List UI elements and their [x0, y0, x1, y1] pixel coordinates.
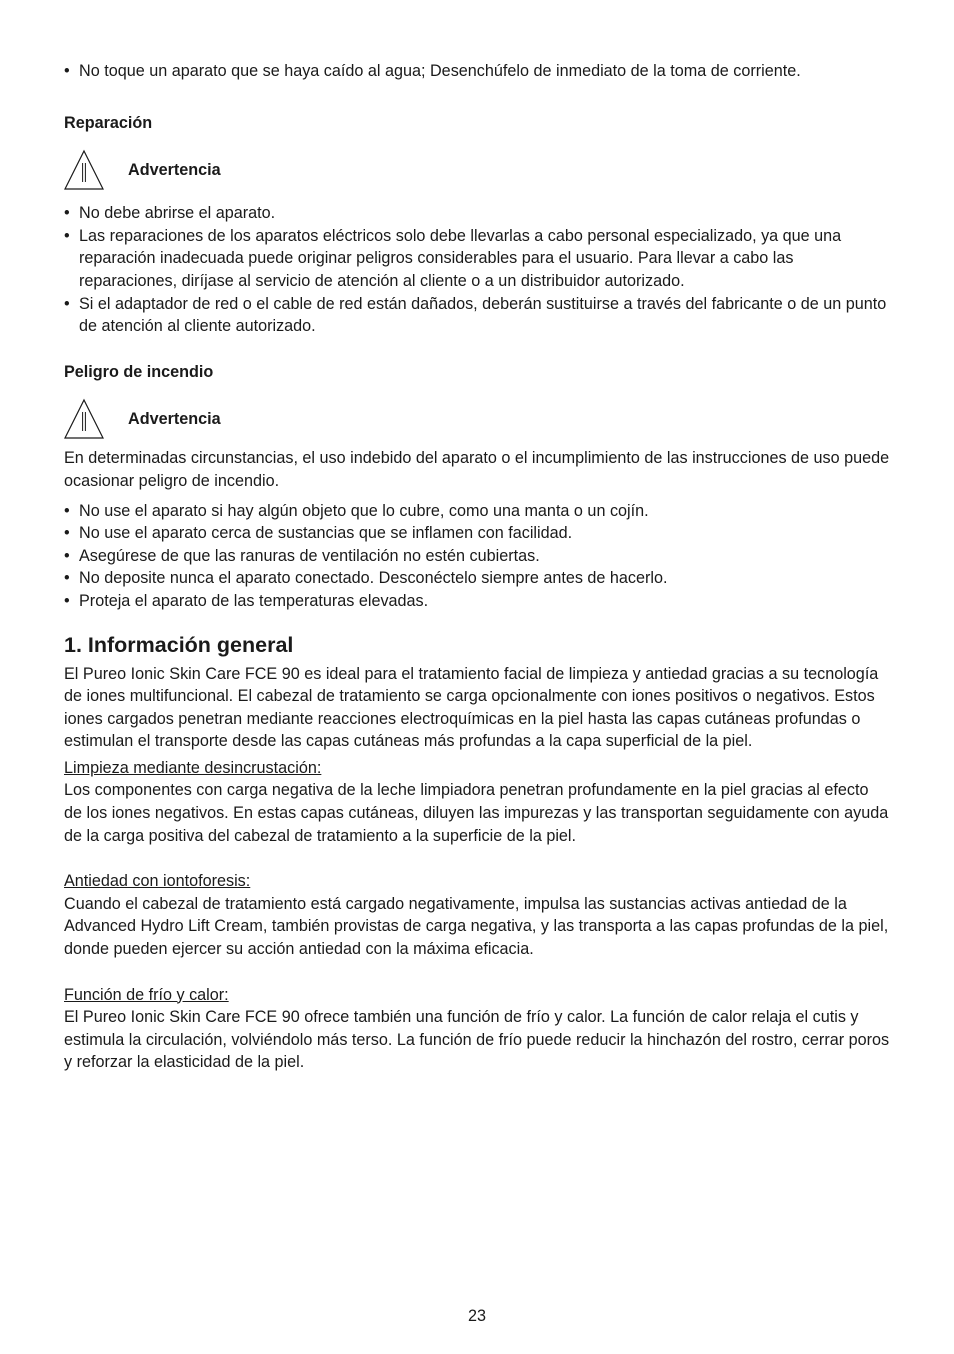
list-item: • Las reparaciones de los aparatos eléctricos solo debe llevarlas a cabo personal especializado, ya que una reparación inadecuada puede originar peligros considerables para el usuario. Para llevar a cabo las reparaciones, diríjase al servicio de atención al cliente o a un distribuidor autorizado.: [64, 225, 890, 293]
subsection-text-cleansing: Los componentes con carga negativa de la leche limpiadora penetran profundamente en la piel gracias al efecto de los iones negativos. En estas capas cutáneas, diluyen las impurezas y las transportan seguidamente con ayuda de la carga positiva del cabezal de tratamiento a la superficie de la piel.: [64, 781, 889, 845]
general-intro: El Pureo Ionic Skin Care FCE 90 es ideal para el tratamiento facial de limpieza y antiedad gracias a su tecnología de iones multifuncional. El cabezal de tratamiento se carga opcionalmente con iones positivos o negativos. Estos iones cargados penetran mediante reacciones electroquímicas en la piel hasta las capas cutáneas profundas o estimulan el transporte desde las capas cutáneas más profundas a la capa superficial de la piel.: [64, 664, 879, 751]
subsection-title-antiaging: Antiedad con iontoforesis:: [64, 872, 251, 891]
subsection-text-hot-cold: El Pureo Ionic Skin Care FCE 90 ofrece también una función de frío y calor. La función de calor relaja el cutis y estimula la circulación, volviéndolo más terso. La función de frío puede reducir la hinchazón del rostro, cerrar poros y reforzar la elasticidad de la piel.: [64, 1008, 890, 1072]
list-item: • Proteja el aparato de las temperaturas elevadas.: [64, 590, 890, 613]
fire-heading: Peligro de incendio: [64, 362, 214, 381]
list-item: • No use el aparato cerca de sustancias que se inflamen con facilidad.: [64, 522, 890, 545]
subsection-title-cleansing: Limpieza mediante desincrustación:: [64, 758, 322, 777]
section-title: 1. Información general: [64, 632, 294, 657]
repair-bullet-list: [64, 202, 890, 338]
list-item: • Asegúrese de que las ranuras de ventilación no estén cubiertas.: [64, 545, 890, 568]
subsection-text-antiaging: Cuando el cabezal de tratamiento está cargado negativamente, impulsa las sustancias activas antiedad de la Advanced Hydro Lift Cream, también provistas de carga negativa, y las transporta a las capas profundas de la piel, donde pueden ejercer su acción antiedad con la máxima eficacia.: [64, 894, 889, 959]
list-item: • No use el aparato si hay algún objeto que lo cubre, como una manta o un cojín.: [64, 500, 890, 523]
list-item: • No toque un aparato que se haya caído al agua; Desenchúfelo de inmediato de la toma de corriente.: [64, 60, 890, 83]
fire-warning: [64, 397, 890, 441]
manual-page: [64, 60, 890, 1074]
list-item: • No debe abrirse el aparato.: [64, 202, 890, 225]
fire-bullet-list: [64, 500, 890, 613]
page-number: 23: [467, 1307, 486, 1325]
warning-triangle-icon: [64, 149, 104, 191]
fire-warning-label: Advertencia: [128, 410, 221, 429]
repair-warning-label: Advertencia: [128, 160, 221, 179]
fire-intro: En determinadas circunstancias, el uso indebido del aparato o el incumplimiento de las instrucciones de uso puede ocasionar peligro de incendio.: [64, 449, 890, 490]
top-bullet-list: [64, 60, 890, 83]
warning-triangle-icon: [64, 398, 104, 440]
list-item: • No deposite nunca el aparato conectado. Desconéctelo siempre antes de hacerlo.: [64, 567, 890, 590]
repair-warning: [64, 148, 890, 192]
list-item: • Si el adaptador de red o el cable de red están dañados, deberán sustituirse a través del fabricante o de un punto de atención al cliente autorizado.: [64, 293, 890, 338]
repair-heading: Reparación: [64, 113, 153, 132]
subsection-title-hot-cold: Función de frío y calor:: [64, 985, 229, 1004]
